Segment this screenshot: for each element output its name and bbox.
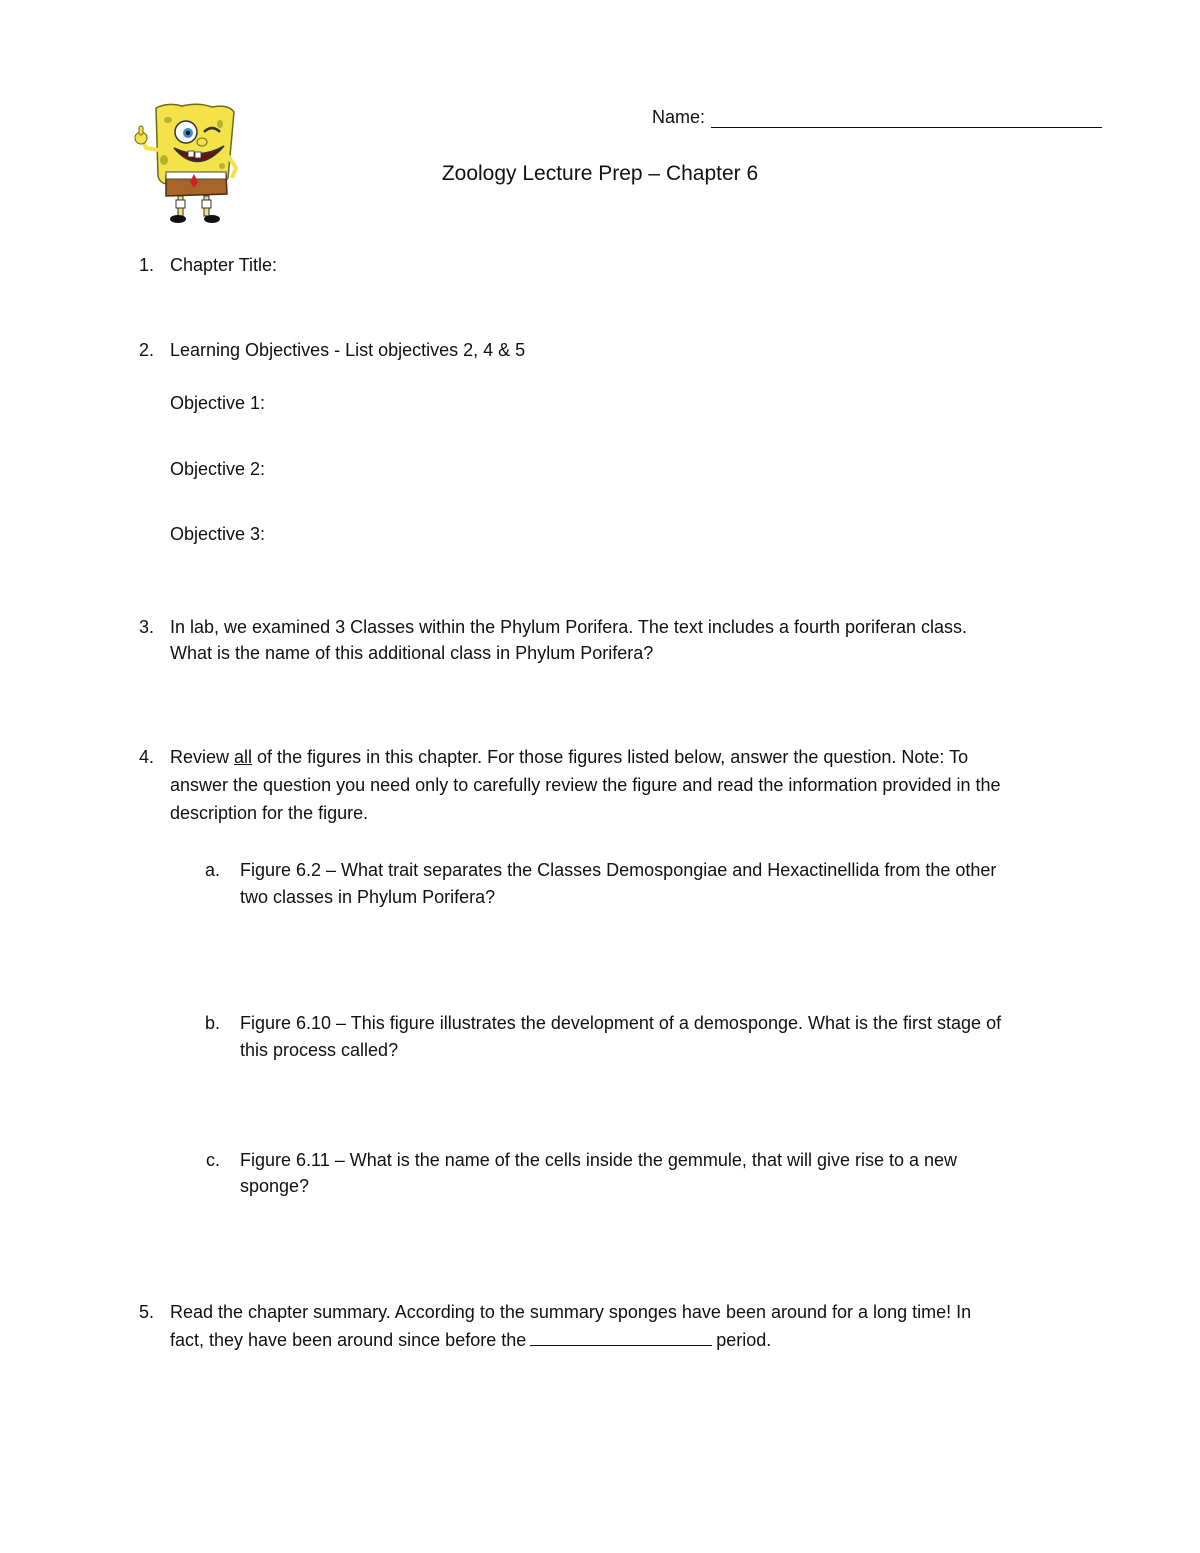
objective-1-label: Objective 1:: [170, 393, 266, 413]
question-4a-letter: a.: [204, 860, 220, 880]
question-4c-letter: c.: [205, 1150, 220, 1170]
question-5-line-2-pre: fact, they have been around since before the: [170, 1330, 527, 1350]
question-4-underlined-word: all: [234, 747, 253, 767]
question-4-line-2: answer the question you need only to carefully review the figure and read the information provided in the: [170, 775, 1001, 795]
question-3-line-1: In lab, we examined 3 Classes within the Phylum Porifera. The text includes a fourth poriferan class.: [170, 617, 968, 637]
question-4-number: 4.: [138, 747, 154, 767]
question-4b-line-2: this process called?: [240, 1040, 399, 1060]
question-3-line-2: What is the name of this additional class in Phylum Porifera?: [170, 643, 654, 663]
name-blank-line[interactable]: [711, 107, 1102, 128]
question-4a-line-1: Figure 6.2 – What trait separates the Classes Demospongiae and Hexactinellida from the other: [240, 860, 997, 880]
question-2-text: Learning Objectives - List objectives 2, 4 & 5: [170, 340, 526, 360]
question-4-line-3: description for the figure.: [170, 803, 369, 823]
question-5-line-2: [170, 1326, 771, 1354]
period-answer-blank[interactable]: [530, 1329, 712, 1346]
question-1-text: Chapter Title:: [170, 255, 278, 275]
name-field[interactable]: [652, 100, 1102, 128]
question-3-number: 3.: [138, 617, 154, 637]
question-4b-letter: b.: [204, 1013, 220, 1033]
question-2-number: 2.: [138, 340, 154, 360]
question-5-line-1: Read the chapter summary. According to the summary sponges have been around for a long time! In: [170, 1302, 972, 1322]
objective-3-label: Objective 3:: [170, 524, 266, 544]
question-4-pre: Review: [170, 747, 235, 767]
name-label: Name:: [652, 107, 706, 127]
objective-2-label: Objective 2:: [170, 459, 266, 479]
question-4a-line-2: two classes in Phylum Porifera?: [240, 887, 496, 907]
question-4c-line-2: sponge?: [240, 1176, 310, 1196]
question-4c-line-1: Figure 6.11 – What is the name of the cells inside the gemmule, that will give rise to a new: [240, 1150, 958, 1170]
question-4-line-1-rest: of the figures in this chapter. For those figures listed below, answer the question. Note: To: [252, 747, 969, 767]
question-5-line-2-post: period.: [716, 1330, 772, 1350]
page-title: Zoology Lecture Prep – Chapter 6: [441, 162, 759, 185]
question-5-number: 5.: [138, 1302, 154, 1322]
question-4b-line-1: Figure 6.10 – This figure illustrates the development of a demosponge. What is the first stage of: [240, 1013, 1002, 1033]
question-4-line-1: [170, 743, 968, 771]
question-1-number: 1.: [138, 255, 154, 275]
